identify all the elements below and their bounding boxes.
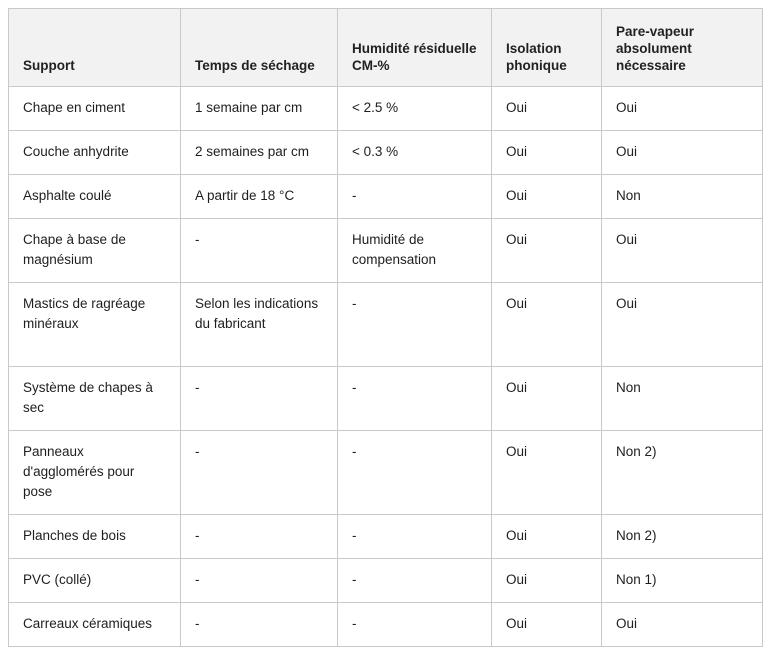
- table-row: [9, 283, 763, 367]
- table-row: [9, 431, 763, 515]
- cell-drying-time: Selon les indications du fabricant: [181, 283, 338, 367]
- cell-vapour-barrier: Oui: [602, 283, 763, 367]
- table-row: [9, 87, 763, 131]
- table-body: [9, 87, 763, 647]
- table-row: [9, 131, 763, 175]
- cell-sound-insulation: Oui: [492, 515, 602, 559]
- header-vapour-barrier: Pare-vapeur absolument nécessaire: [602, 9, 763, 87]
- cell-sound-insulation: Oui: [492, 219, 602, 283]
- cell-vapour-barrier: Oui: [602, 603, 763, 647]
- cell-drying-time: A partir de 18 °C: [181, 175, 338, 219]
- table-row: [9, 515, 763, 559]
- cell-vapour-barrier: Non: [602, 175, 763, 219]
- cell-vapour-barrier: Oui: [602, 131, 763, 175]
- cell-sound-insulation: Oui: [492, 603, 602, 647]
- cell-support: PVC (collé): [9, 559, 181, 603]
- cell-residual-humidity: -: [338, 175, 492, 219]
- cell-residual-humidity: -: [338, 515, 492, 559]
- cell-support: Chape à base de magnésium: [9, 219, 181, 283]
- cell-drying-time: -: [181, 603, 338, 647]
- header-row: [9, 9, 763, 87]
- cell-support: Carreaux céramiques: [9, 603, 181, 647]
- cell-vapour-barrier: Non 1): [602, 559, 763, 603]
- cell-drying-time: -: [181, 431, 338, 515]
- cell-sound-insulation: Oui: [492, 283, 602, 367]
- cell-support: Panneaux d'agglomérés pour pose: [9, 431, 181, 515]
- header-support: Support: [9, 9, 181, 87]
- cell-drying-time: -: [181, 219, 338, 283]
- cell-vapour-barrier: Non 2): [602, 431, 763, 515]
- cell-drying-time: 2 semaines par cm: [181, 131, 338, 175]
- cell-residual-humidity: -: [338, 283, 492, 367]
- cell-residual-humidity: -: [338, 431, 492, 515]
- cell-residual-humidity: < 0.3 %: [338, 131, 492, 175]
- table-row: [9, 559, 763, 603]
- cell-residual-humidity: < 2.5 %: [338, 87, 492, 131]
- cell-drying-time: -: [181, 515, 338, 559]
- table-header: [9, 9, 763, 87]
- cell-support: Planches de bois: [9, 515, 181, 559]
- cell-drying-time: -: [181, 367, 338, 431]
- cell-drying-time: 1 semaine par cm: [181, 87, 338, 131]
- cell-support: Mastics de ragréage minéraux: [9, 283, 181, 367]
- cell-support: Système de chapes à sec: [9, 367, 181, 431]
- table-row: [9, 367, 763, 431]
- cell-drying-time: -: [181, 559, 338, 603]
- header-sound-insulation: Isolation phonique: [492, 9, 602, 87]
- cell-sound-insulation: Oui: [492, 87, 602, 131]
- cell-vapour-barrier: Non: [602, 367, 763, 431]
- cell-sound-insulation: Oui: [492, 559, 602, 603]
- table-row: [9, 603, 763, 647]
- cell-sound-insulation: Oui: [492, 431, 602, 515]
- table-row: [9, 175, 763, 219]
- cell-support: Chape en ciment: [9, 87, 181, 131]
- cell-sound-insulation: Oui: [492, 131, 602, 175]
- header-residual-humidity: Humidité résiduelle CM-%: [338, 9, 492, 87]
- cell-support: Couche anhydrite: [9, 131, 181, 175]
- cell-residual-humidity: -: [338, 603, 492, 647]
- flooring-support-table: [8, 8, 763, 647]
- cell-vapour-barrier: Oui: [602, 219, 763, 283]
- cell-residual-humidity: -: [338, 559, 492, 603]
- header-drying-time: Temps de séchage: [181, 9, 338, 87]
- cell-sound-insulation: Oui: [492, 175, 602, 219]
- cell-vapour-barrier: Oui: [602, 87, 763, 131]
- cell-residual-humidity: Humidité de compensation: [338, 219, 492, 283]
- cell-sound-insulation: Oui: [492, 367, 602, 431]
- cell-support: Asphalte coulé: [9, 175, 181, 219]
- cell-residual-humidity: -: [338, 367, 492, 431]
- table-row: [9, 219, 763, 283]
- cell-vapour-barrier: Non 2): [602, 515, 763, 559]
